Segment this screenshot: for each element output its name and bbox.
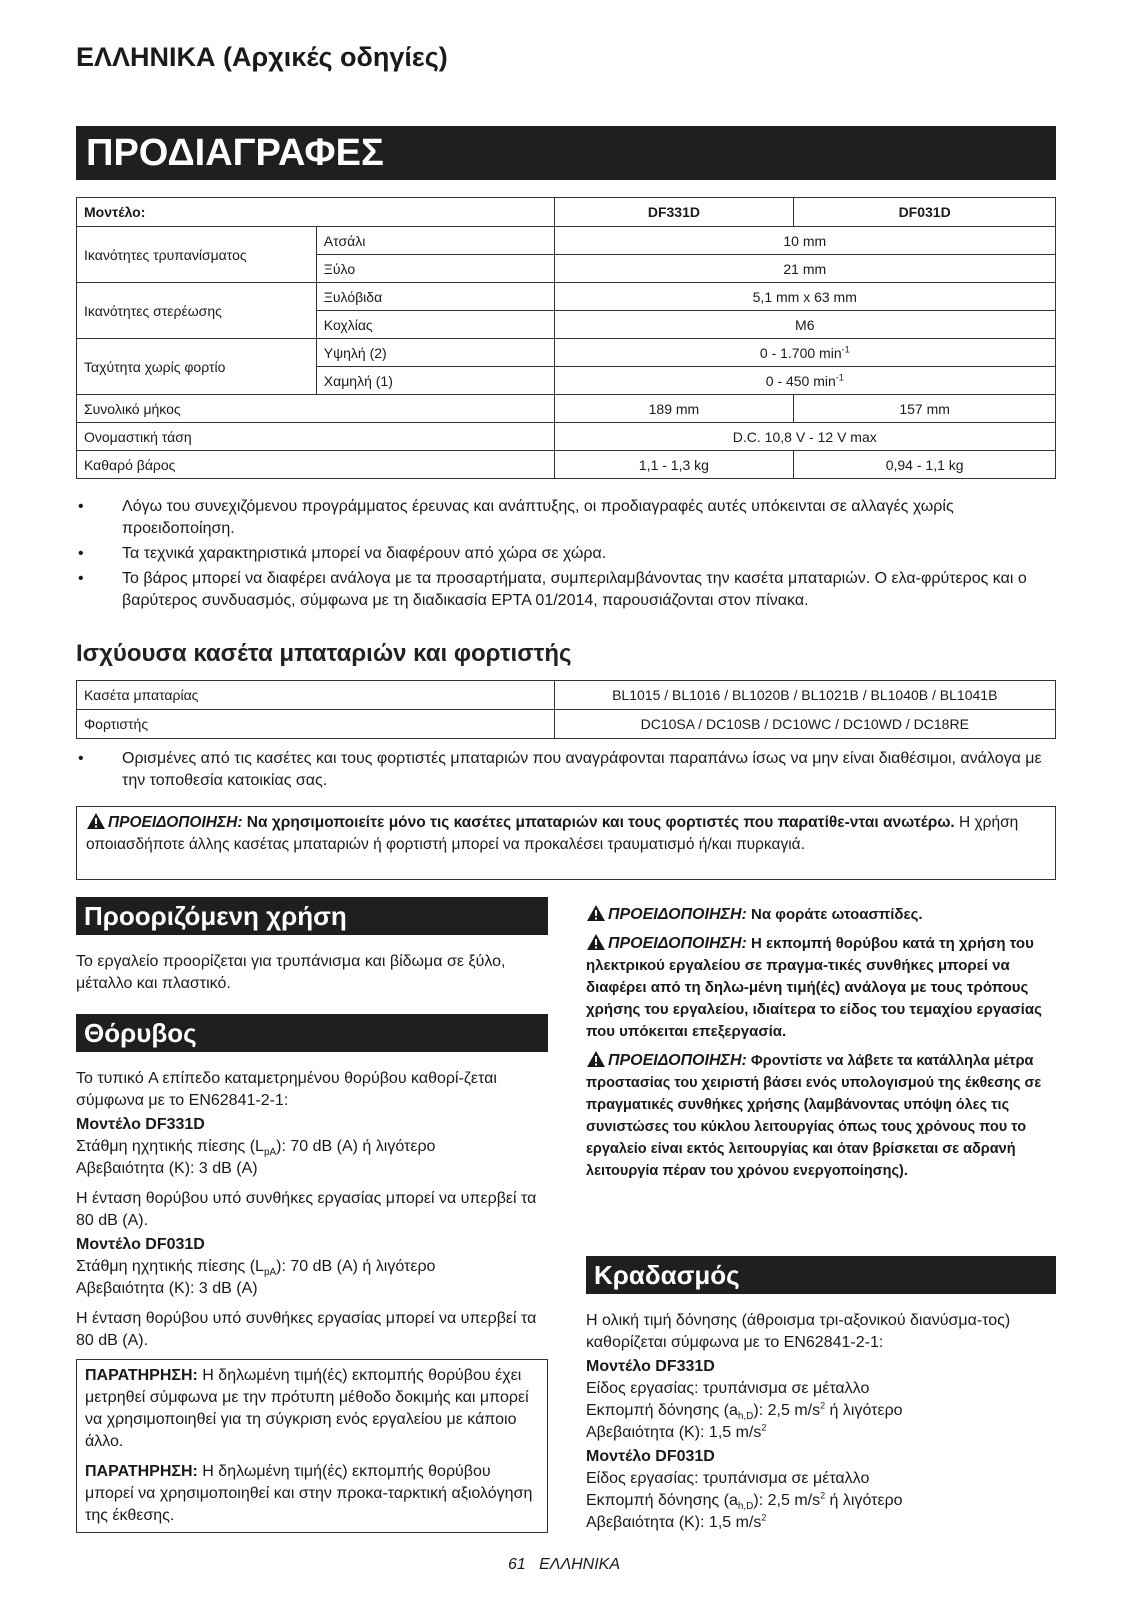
battery-warning-box: [76, 806, 1056, 880]
warning-icon: [586, 1050, 606, 1068]
page-language: ΕΛΛΗΝΙΚΑ: [539, 1556, 621, 1573]
battery-label: Κασέτα μπαταρίας: [77, 681, 555, 710]
specifications-table: [76, 197, 1056, 479]
weight-b: 0,94 - 1,1 kg: [794, 451, 1056, 479]
warning-bold-text: Να χρησιμοποιείτε μόνο τις κασέτες μπαταριών και τους φορτιστές που παρατίθε-νται ανωτέρω.: [242, 814, 955, 831]
table-row: [77, 451, 1056, 479]
steel-label: Ατσάλι: [316, 227, 554, 255]
vibration-title: Κραδασμός: [586, 1256, 1056, 1294]
wood-screw-label: Ξυλόβιδα: [316, 283, 554, 311]
intended-use-title: Προοριζόμενη χρήση: [76, 897, 548, 935]
noise-model-b: Μοντέλο DF031D: [76, 1236, 205, 1253]
warning-text: Η χρήση οποιασδήποτε άλλης κασέτας μπαταριών ή φορτιστή μπορεί να προκαλέσει τραυματισμό ή/και πυρκαγιά.: [86, 814, 1019, 853]
noise-note-2: ΠΑΡΑΤΗΡΗΣΗ: Η δηλωμένη τιμή(ές) εκπομπής θορύβου μπορεί να χρησιμοποιηθεί και στην προκα-ταρκτική αξιολόγηση της έκθεσης.: [85, 1463, 533, 1524]
noise-exceed-a: Η ένταση θορύβου υπό συνθήκες εργασίας μπορεί να υπερβεί τα 80 dB (A).: [76, 1190, 537, 1229]
warning-noise-emission: ΠΡΟΕΙΔΟΠΟΙΗΣΗ: Η εκπομπή θορύβου κατά τη χρήση του ηλεκτρικού εργαλείου σε πραγμα-τικές συνθήκες μπορεί να διαφέρει από τη δηλω-μένη τιμή(ές) ανάλογα με τους τρόπους χρήσης του εργαλείου, ιδιαίτερα το είδος του τεμαχίου εργασίας που υπόκειται επεξεργασία.: [586, 935, 1042, 1040]
table-row: [77, 681, 1056, 710]
table-row: [77, 710, 1056, 739]
wood-screw-value: 5,1 mm x 63 mm: [554, 283, 1055, 311]
vibration-emission-a: Εκπομπή δόνησης $(a_{h,D})$: 2,5 $m/s^2$ ή λιγότερο: [586, 1400, 903, 1423]
table-row: [77, 198, 1056, 227]
noise-pressure-a: Στάθμη ηχητικής πίεσης $(L_{pA})$: 70 dB (A) ή λιγότερο: [76, 1138, 436, 1159]
vibration-work-mode-a: Είδος εργασίας: τρυπάνισμα σε μέταλλο: [586, 1380, 870, 1397]
table-row: [77, 423, 1056, 451]
vibration-uncertainty-b: Αβεβαιότητα (K): 1,5 $m/s^2$: [586, 1512, 767, 1531]
vibration-model-b: Μοντέλο DF031D: [586, 1448, 715, 1465]
charger-label: Φορτιστής: [77, 710, 555, 739]
table-row: [77, 395, 1056, 423]
warning-icon: [86, 812, 106, 830]
warning-icon: [586, 904, 606, 922]
low-label: Χαμηλή (1): [316, 367, 554, 395]
specifications-banner: ΠΡΟΔΙΑΓΡΑΦΕΣ: [76, 126, 1056, 180]
fasten-capacity-label: Ικανότητες στερέωσης: [77, 283, 317, 339]
model-b: DF031D: [794, 198, 1056, 227]
vibration-intro: Η ολική τιμή δόνησης (άθροισμα τρι-αξονικού διανύσμα-τος) καθορίζεται σύμφωνα με το EN62841-2-1:: [586, 1312, 1011, 1351]
weight-a: 1,1 - 1,3 kg: [554, 451, 794, 479]
left-column: [76, 897, 548, 1533]
model-a: DF331D: [554, 198, 794, 227]
spec-notes: [76, 496, 1056, 615]
length-b: 157 mm: [794, 395, 1056, 423]
warning-protection: ΠΡΟΕΙΔΟΠΟΙΗΣΗ: Φροντίστε να λάβετε τα κατάλληλα μέτρα προστασίας του χειριστή βάσει ενός υπολογισμού της έκθεσης σε πραγματικές συνθήκες χρήσης (λαμβάνοντας υπόψη όλες τις συνιστώσες του κύκλου λειτουργίας όπως τους χρόνους που το εργαλείο είναι εκτός λειτουργίας και όταν βρίσκεται σε αδρανή λειτουργία πέραν του χρόνου ενεργοποίησης).: [586, 1052, 1042, 1179]
charger-value: DC10SA / DC10SB / DC10WC / DC10WD / DC18RE: [554, 710, 1055, 739]
page-number: 61: [507, 1556, 526, 1573]
wood-label: Ξύλο: [316, 255, 554, 283]
model-label: Μοντέλο:: [77, 198, 555, 227]
bolt-value: M6: [554, 311, 1055, 339]
language-title: ΕΛΛΗΝΙΚΑ (Αρχικές οδηγίες): [76, 42, 448, 72]
vibration-uncertainty-a: Αβεβαιότητα (K): 1,5 $m/s^2$: [586, 1422, 767, 1441]
noise-title: Θόρυβος: [76, 1014, 548, 1052]
battery-section-title: Ισχύουσα κασέτα μπαταριών και φορτιστής: [76, 640, 572, 667]
rated-voltage-label: Ονομαστική τάση: [77, 423, 555, 451]
table-row: [77, 227, 1056, 255]
net-weight-label: Καθαρό βάρος: [77, 451, 555, 479]
warning-hearing: ΠΡΟΕΙΔΟΠΟΙΗΣΗ: Να φοράτε ωτοασπίδες.: [586, 904, 1056, 926]
noise-note-box: [76, 1359, 548, 1533]
noise-pressure-b: Στάθμη ηχητικής πίεσης $(L_{pA})$: 70 dB (A) ή λιγότερο: [76, 1258, 436, 1279]
warning-icon: [586, 933, 606, 951]
noise-uncertainty-a: Αβεβαιότητα (K): 3 dB (A): [76, 1160, 258, 1177]
intended-use-text: Το εργαλείο προορίζεται για τρυπάνισμα και βίδωμα σε ξύλο, μέταλλο και πλαστικό.: [76, 953, 506, 992]
table-row: [77, 283, 1056, 311]
noise-intro: Το τυπικό A επίπεδο καταμετρημένου θορύβου καθορί-ζεται σύμφωνα με το EN62841-2-1:: [76, 1070, 497, 1109]
high-label: Υψηλή (2): [316, 339, 554, 367]
warning-label: ΠΡΟΕΙΔΟΠΟΙΗΣΗ:: [108, 814, 243, 831]
voltage-value: D.C. 10,8 V - 12 V max: [554, 423, 1055, 451]
vibration-section: [586, 1256, 1056, 1534]
right-warnings: [586, 904, 1056, 1189]
low-speed-value: 0 - 450 $\min^{-1}$: [554, 367, 1055, 395]
list-item: • Λόγω του συνεχιζόμενου προγράμματος έρευνας και ανάπτυξης, οι προδιαγραφές αυτές υπόκεινται σε αλλαγές χωρίς προειδοποίηση.: [76, 496, 1056, 540]
list-item: • Το βάρος μπορεί να διαφέρει ανάλογα με τα προσαρτήματα, συμπεριλαμβάνοντας την κασέτα μπαταριών. Ο ελα-φρύτερος και ο βαρύτερος συνδυασμός, σύμφωνα με τη διαδικασία EPTA 01/2014, παρουσιάζονται στον πίνακα.: [76, 568, 1056, 612]
battery-value: BL1015 / BL1016 / BL1020B / BL1021B / BL1040B / BL1041B: [554, 681, 1055, 710]
page-footer: [0, 1556, 1128, 1574]
noise-note-1: ΠΑΡΑΤΗΡΗΣΗ: Η δηλωμένη τιμή(ές) εκπομπής θορύβου έχει μετρηθεί σύμφωνα με την πρότυπη μέθοδο δοκιμής και μπορεί να χρησιμοποιηθεί για τη σύγκριση ενός εργαλείου με κάποιο άλλο.: [85, 1367, 529, 1450]
list-item: • Ορισμένες από τις κασέτες και τους φορτιστές μπαταριών που αναγράφονται παραπάνω ίσως να μην είναι διαθέσιμοι, ανάλογα με την τοποθεσία κατοικίας σας.: [76, 748, 1056, 792]
vibration-model-a: Μοντέλο DF331D: [586, 1358, 715, 1375]
list-item: • Τα τεχνικά χαρακτηριστικά μπορεί να διαφέρουν από χώρα σε χώρα.: [76, 543, 1056, 565]
battery-notes: [76, 748, 1056, 795]
battery-table: [76, 680, 1056, 739]
drill-capacity-label: Ικανότητες τρυπανίσματος: [77, 227, 317, 283]
noise-uncertainty-b: Αβεβαιότητα (K): 3 dB (A): [76, 1280, 258, 1297]
vibration-emission-b: Εκπομπή δόνησης $(a_{h,D})$: 2,5 $m/s^2$ ή λιγότερο: [586, 1490, 903, 1513]
wood-value: 21 mm: [554, 255, 1055, 283]
no-load-speed-label: Ταχύτητα χωρίς φορτίο: [77, 339, 317, 395]
noise-exceed-b: Η ένταση θορύβου υπό συνθήκες εργασίας μπορεί να υπερβεί τα 80 dB (A).: [76, 1310, 537, 1349]
bolt-label: Κοχλίας: [316, 311, 554, 339]
vibration-work-mode-b: Είδος εργασίας: τρυπάνισμα σε μέταλλο: [586, 1470, 870, 1487]
length-a: 189 mm: [554, 395, 794, 423]
noise-model-a: Μοντέλο DF331D: [76, 1116, 205, 1133]
table-row: [77, 339, 1056, 367]
high-speed-value: 0 - 1.700 $\min^{-1}$: [554, 339, 1055, 367]
overall-length-label: Συνολικό μήκος: [77, 395, 555, 423]
steel-value: 10 mm: [554, 227, 1055, 255]
